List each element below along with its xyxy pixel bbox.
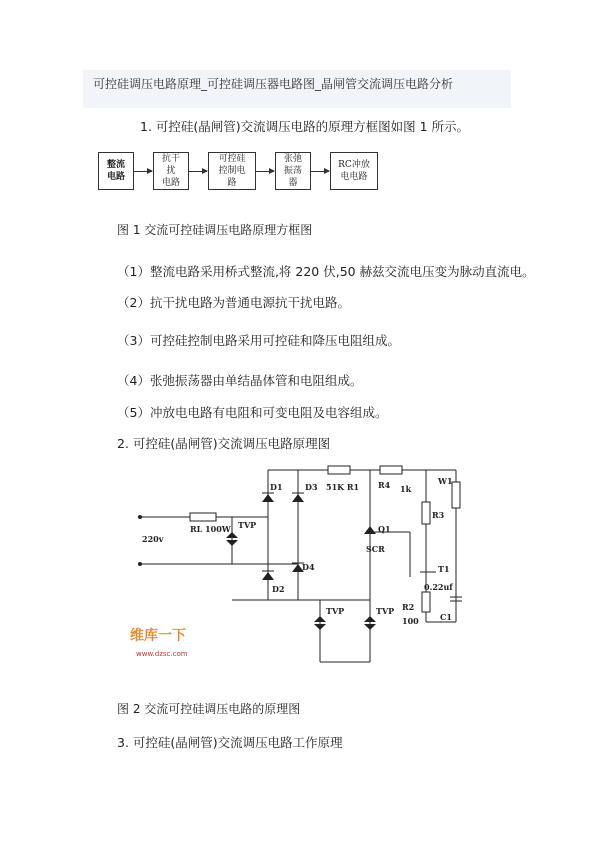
circuit-label: D2 [272,584,285,594]
list-item: （1）整流电路采用桥式整流,将 220 伏,50 赫兹交流电压变为脉动直流电。 [117,264,535,279]
circuit-label: W1 [438,476,453,486]
circuit-label: SCR [366,544,385,554]
circuit-label: 220v [142,534,164,544]
circuit-label: TVP [376,606,395,616]
list-item: （2）抗干扰电路为普通电源抗干扰电路。 [117,295,350,310]
watermark-brand: 维库一下 [130,628,186,644]
circuit-label: 1k [400,484,412,494]
page-title: 可控硅调压电路原理_可控硅调压器电路图_晶闸管交流调压电路分析 [83,70,511,108]
circuit-label: R4 [378,480,391,490]
intro-text: 1. 可控硅(晶闸管)交流调压电路的原理方框图如图 1 所示。 [140,119,470,134]
section-3-heading: 3. 可控硅(晶闸管)交流调压电路工作原理 [117,735,343,750]
circuit-label: T1 [438,564,450,574]
circuit-label: R2 [402,602,415,612]
block-oscillator: 张弛 振荡 器 [275,152,311,190]
arrow [311,171,329,172]
fig2-caption: 图 2 交流可控硅调压电路的原理图 [117,702,301,716]
arrow [134,171,152,172]
fig1-caption: 图 1 交流可控硅调压电路原理方框图 [117,223,313,237]
circuit-label: D4 [302,562,315,572]
list-item: （3）可控硅控制电路采用可控硅和降压电阻组成。 [117,333,400,348]
circuit-label: Q1 [378,524,391,534]
circuit-label: R3 [432,510,445,520]
circuit-label: 51K R1 [326,482,360,492]
block-anti-interference: 抗干 扰 电路 [153,152,189,190]
circuit-label: TVP [326,606,345,616]
block-scr-control: 可控硅 控制电 路 [208,152,256,190]
section-2-heading: 2. 可控硅(晶闸管)交流调压电路原理图 [117,436,331,451]
circuit-label: C1 [440,612,452,622]
circuit-label: D3 [305,482,318,492]
circuit-label: 100 [402,616,419,626]
arrow [256,171,274,172]
block-rectifier: 整流 电路 [98,152,134,190]
circuit-diagram [120,462,480,677]
list-item: （4）张弛振荡器由单结晶体管和电阻组成。 [117,373,363,388]
list-item: （5）冲放电电路有电阻和可变电阻及电容组成。 [117,405,388,420]
circuit-label: RL 100W [190,524,231,534]
circuit-label: TVP [238,520,257,530]
block-rc-circuit: RC冲放 电电路 [330,152,378,190]
circuit-label: D1 [270,482,283,492]
arrow [189,171,207,172]
watermark-url: www.dzsc.com [136,650,188,658]
circuit-label: 0.22uf [424,582,453,592]
